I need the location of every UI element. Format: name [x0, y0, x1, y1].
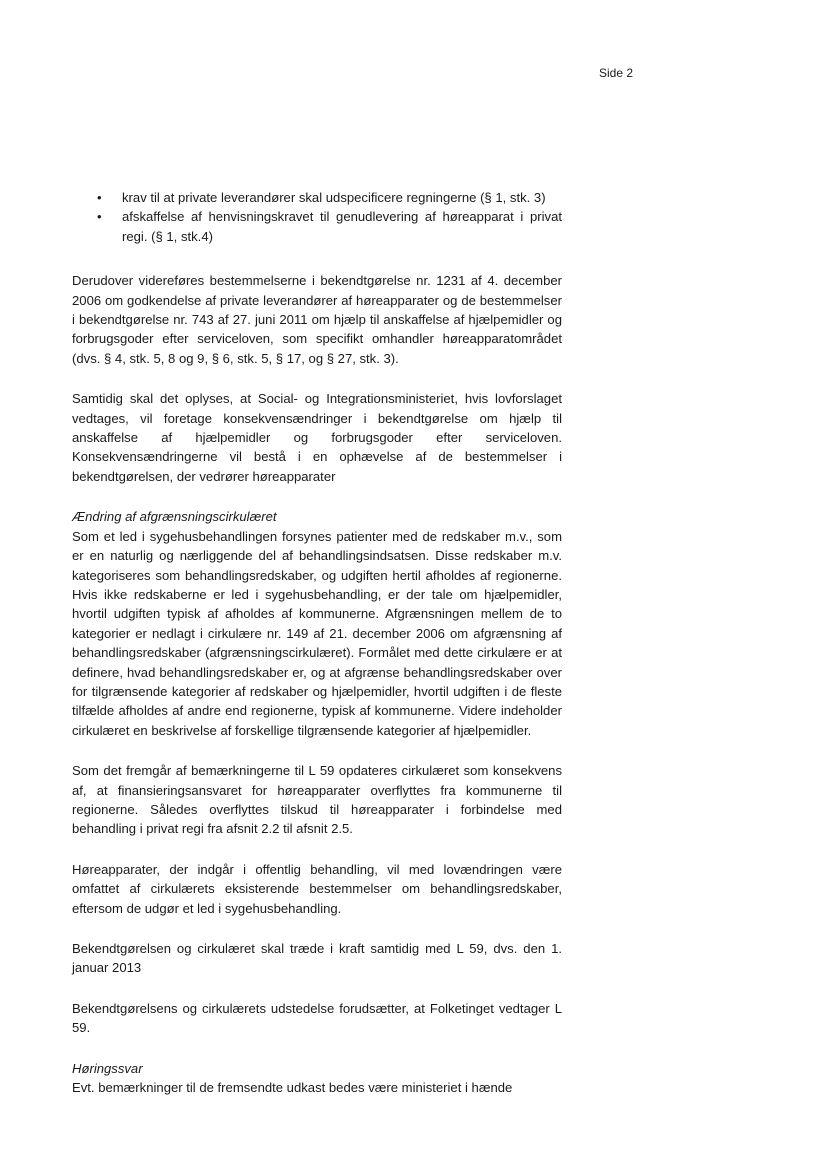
section-heading: Høringssvar: [72, 1060, 143, 1076]
paragraph-body: Evt. bemærkninger til de fremsendte udkast bedes være ministeriet i hænde: [72, 1080, 513, 1096]
paragraph-body: Som et led i sygehusbehandlingen forsynes patienter med de redskaber m.v., som er en naturlig og nærliggende del af behandlingsindsatsen. Disse redskaber m.v. kategoriseres som behandlingsredskaber, og udgiften hertil afholdes af regionerne. Hvis ikke redskaberne er led i sygehusbehandling, er der tale om hjælpemidler, hvortil udgiften typisk af afholdes af kommunerne. Afgrænsningen mellem de to kategorier er nedlagt i cirkulære nr. 149 af 21. december 2006 om afgrænsning af behandlingsredskaber (afgrænsningscirkulæret). Formålet med dette cirkulære er at definere, hvad behandlingsredskaber er, og at afgrænse behandlingsredskaber over for tilgrænsende kategorier af redskaber og hjælpemidler, hvortil udgiften i de fleste tilfælde afholdes af andre end regionerne, typisk af kommunerne. Videre indeholder cirkulæret en beskrivelse af forskellige tilgrænsende kategorier af hjælpemidler.: [72, 528, 562, 738]
list-item: [72, 188, 562, 207]
section-amendment: [72, 507, 562, 740]
paragraph-l59-update: Som det fremgår af bemærkningerne til L 59 opdateres cirkulæret som konsekvens af, at finansieringsansvaret for høreapparater overflyttes fra kommunerne til regionerne. Således overflyttes tilskud til høreapparater i forbindelse med behandling i privat regi fra afsnit 2.2 til afsnit 2.5.: [72, 763, 562, 837]
section-heading: Ændring af afgrænsningscirkulæret: [72, 509, 277, 525]
bullet-icon: •: [97, 190, 102, 205]
paragraph-effective-date: Bekendtgørelsen og cirkulæret skal træde i kraft samtidig med L 59, dvs. den 1. januar 2013: [72, 941, 562, 976]
section-hearing: [72, 1059, 562, 1098]
page-number: Side 2: [599, 66, 634, 80]
bullet-icon: •: [97, 209, 102, 225]
document-body: [72, 188, 562, 1118]
paragraph-consequential-amendments: Samtidig skal det oplyses, at Social- og Integrationsministeriet, hvis lovforslaget vedtages, vil foretage konsekvensændringer i bekendtgørelse om hjælp til anskaffelse af hjælpemidler og forbrugsgoder efter serviceloven. Konsekvensændringerne vil bestå i en ophævelse af de bestemmelser i bekendtgørelsen, der vedrører høreapparater: [72, 391, 562, 484]
paragraph-continued-provisions: Derudover videreføres bestemmelserne i bekendtgørelse nr. 1231 af 4. december 2006 om godkendelse af private leverandører af høreapparater og de bestemmelser i bekendtgørelse nr. 743 af 27. juni 2011 om hjælp til anskaffelse af hjælpemidler og forbrugsgoder efter serviceloven, som specifikt omhandler høreapparatområdet (dvs. § 4, stk. 5, 8 og 9, § 6, stk. 5, § 17, og § 27, stk. 3).: [72, 273, 562, 366]
bullet-text: afskaffelse af henvisningskravet til genudlevering af høreapparat i privat regi. (§ 1, stk.4): [122, 209, 562, 244]
bullet-list: [72, 188, 562, 246]
paragraph-precondition: Bekendtgørelsens og cirkulærets udstedelse forudsætter, at Folketinget vedtager L 59.: [72, 1000, 562, 1036]
bullet-text: krav til at private leverandører skal udspecificere regningerne (§ 1, stk. 3): [122, 190, 546, 205]
list-item: [72, 207, 562, 246]
paragraph-public-treatment: Høreapparater, der indgår i offentlig behandling, vil med lovændringen være omfattet af cirkulærets eksisterende bestemmelser om behandlingsredskaber, eftersom de udgør et led i sygehusbehandling.: [72, 861, 562, 916]
